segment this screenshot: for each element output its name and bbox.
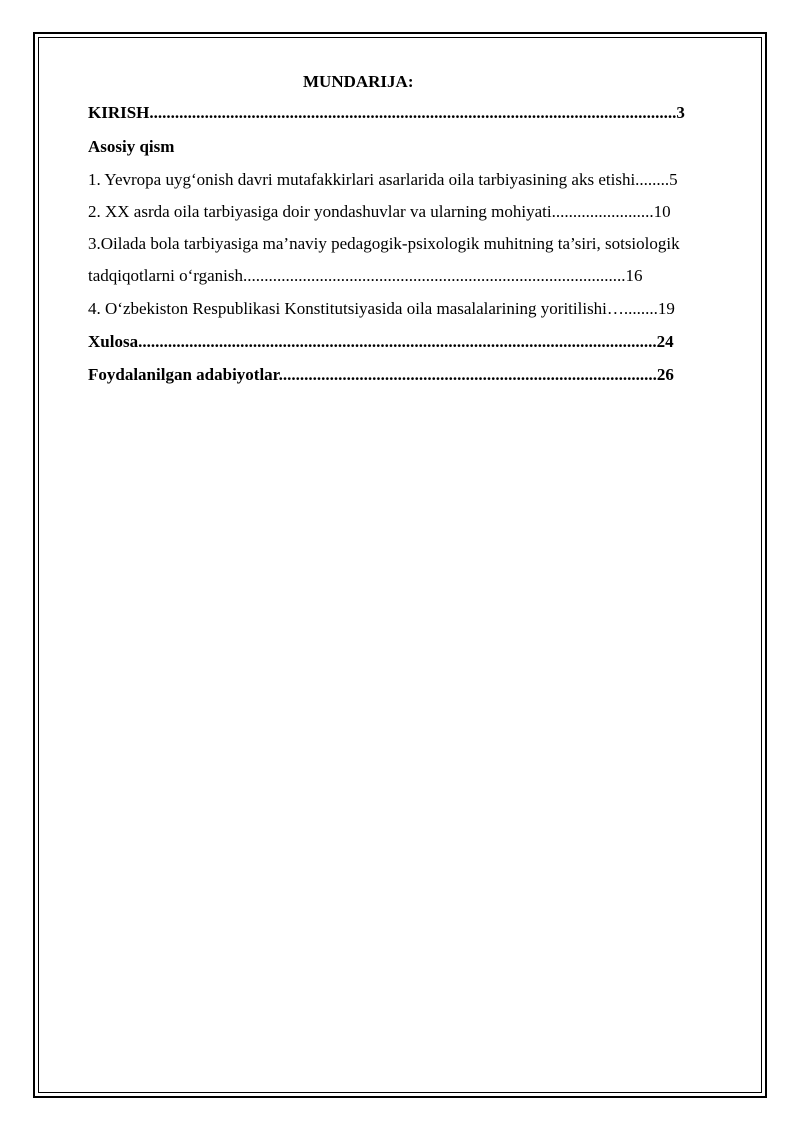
toc-entry-1: 1. Yevropa uyg‘onish davri mutafakkirlari asarlarida oila tarbiyasining aks etishi........5: [88, 170, 678, 189]
toc-entry-3-line2: tadqiqotlarni o‘rganish..........................................................................................16: [88, 266, 643, 285]
toc-entry-adabiyotlar: Foydalanilgan adabiyotlar.........................................................................................26: [88, 365, 674, 384]
toc-title: MUNDARIJA:: [303, 72, 414, 91]
toc-entry-3-line1: 3.Oilada bola tarbiyasiga ma’naviy pedagogik-psixologik muhitning ta’siri, sotsiologik: [88, 234, 680, 253]
toc-entry-kirish: KIRISH............................................................................................................................3: [88, 103, 685, 122]
toc-section-asosiy-qism: Asosiy qism: [88, 137, 175, 156]
toc-entry-xulosa: Xulosa..........................................................................................................................24: [88, 332, 674, 351]
toc-entry-4: 4. O‘zbekiston Respublikasi Konstitutsiyasida oila masalalarining yoritilishi…........19: [88, 299, 675, 318]
toc-entry-2: 2. XX asrda oila tarbiyasiga doir yondashuvlar va ularning mohiyati........................10: [88, 202, 671, 221]
page-border-inner: [38, 37, 762, 1093]
